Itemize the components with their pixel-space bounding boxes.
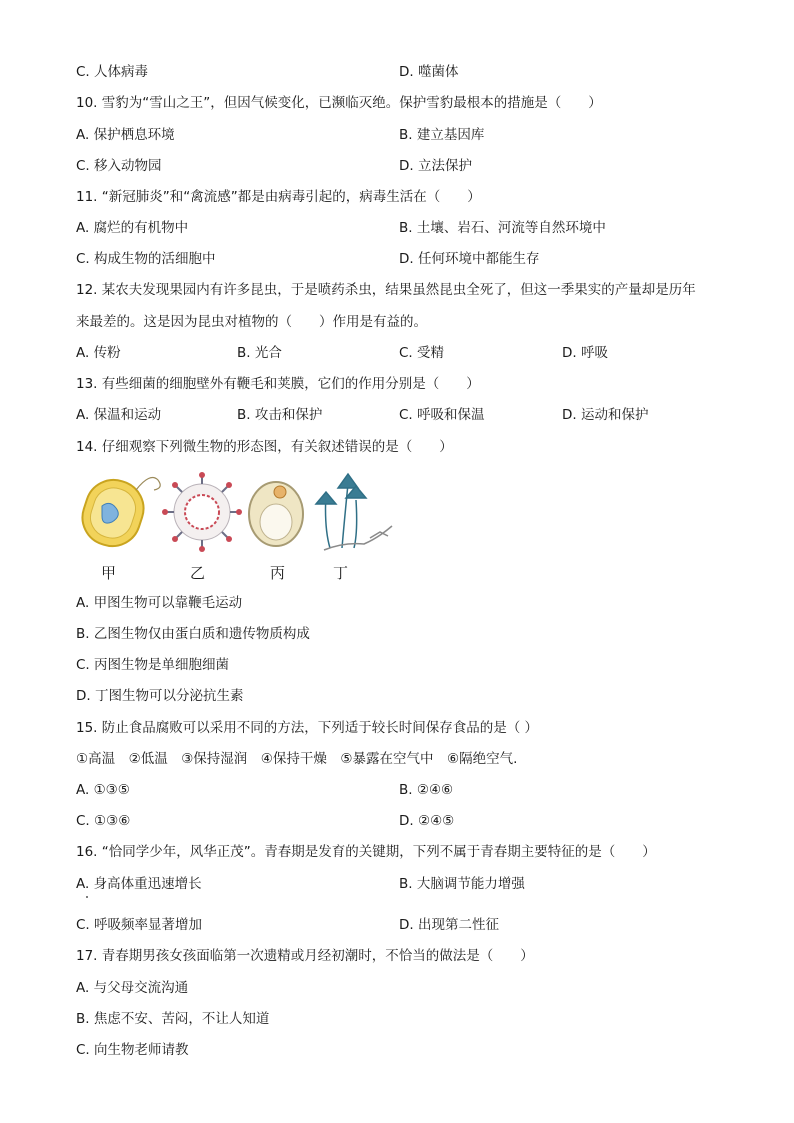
q16-stem: 16. “恰同学少年，风华正茂”。青春期是发育的关键期，下列不属于青春期主要特征的是（ ）: [76, 844, 656, 860]
q11-option-b: B. 土壤、岩石、河流等自然环境中: [399, 220, 606, 236]
virus-illustration: [162, 472, 242, 552]
figure-label-ding: 丁: [333, 564, 349, 582]
q11-stem: 11. “新冠肺炎”和“禽流感”都是由病毒引起的，病毒生活在（ ）: [76, 189, 481, 205]
q17-option-c: C. 向生物老师请教: [76, 1042, 189, 1058]
figure-label-bing: 丙: [270, 564, 286, 582]
q12-stem-line2: 来最差的。这是因为昆虫对植物的（ ）作用是有益的。: [76, 314, 427, 330]
q16-option-c: C. 呼吸频率显著增加: [76, 917, 203, 933]
q13-stem: 13. 有些细菌的细胞壁外有鞭毛和荚膜，它们的作用分别是（ ）: [76, 376, 480, 392]
q10-stem: 10. 雪豹为“雪山之王”，但因气候变化，已濒临灭绝。保护雪豹最根本的措施是（ ）: [76, 95, 602, 111]
figure-label-yi: 乙: [190, 564, 206, 582]
q12-stem-line1: 12. 某农夫发现果园内有许多昆虫，于是喷药杀虫，结果虽然昆虫全死了，但这一季果实的产量却是历年: [76, 282, 696, 298]
q13-option-d: D. 运动和保护: [562, 407, 649, 423]
q9-option-d: D. 噬菌体: [399, 64, 459, 80]
q11-option-a: A. 腐烂的有机物中: [76, 220, 189, 236]
q16-option-d: D. 出现第二性征: [399, 917, 499, 933]
q11-option-c: C. 构成生物的活细胞中: [76, 251, 216, 267]
q15-option-d: D. ②④⑤: [399, 813, 455, 829]
q16-option-a: A. 身高体重迅速增长: [76, 876, 202, 892]
q14-option-c: C. 丙图生物是单细胞细菌: [76, 657, 230, 673]
stray-dot: [86, 896, 88, 898]
q12-option-a: A. 传粉: [76, 345, 121, 361]
mold-illustration: [316, 474, 392, 550]
q13-option-a: A. 保温和运动: [76, 407, 162, 423]
q15-option-a: A. ①③⑤: [76, 782, 130, 798]
q14-option-d: D. 丁图生物可以分泌抗生素: [76, 688, 244, 704]
q12-option-c: C. 受精: [399, 345, 445, 361]
q10-option-c: C. 移入动物园: [76, 158, 162, 174]
q15-option-b: B. ②④⑥: [399, 782, 454, 798]
q15-items: ①高温 ②低温 ③保持湿润 ④保持干燥 ⑤暴露在空气中 ⑥隔绝空气.: [76, 751, 518, 767]
q15-option-c: C. ①③⑥: [76, 813, 131, 829]
q12-option-d: D. 呼吸: [562, 345, 608, 361]
q17-stem: 17. 青春期男孩女孩面临第一次遗精或月经初潮时，不恰当的做法是（ ）: [76, 948, 534, 964]
q13-option-b: B. 攻击和保护: [237, 407, 323, 423]
q17-option-b: B. 焦虑不安、苦闷，不让人知道: [76, 1011, 270, 1027]
q14-option-a: A. 甲图生物可以靠鞭毛运动: [76, 595, 243, 611]
yeast-illustration: [249, 482, 303, 546]
q15-stem: 15. 防止食品腐败可以采用不同的方法，下列适于较长时间保存食品的是（ ）: [76, 720, 539, 736]
q16-option-b: B. 大脑调节能力增强: [399, 876, 525, 892]
q10-option-d: D. 立法保护: [399, 158, 472, 174]
q12-option-b: B. 光合: [237, 345, 282, 361]
q14-option-b: B. 乙图生物仅由蛋白质和遗传物质构成: [76, 626, 310, 642]
figure-label-jia: 甲: [101, 564, 117, 582]
q11-option-d: D. 任何环境中都能生存: [399, 251, 540, 267]
q10-option-b: B. 建立基因库: [399, 127, 485, 143]
q9-option-c: C. 人体病毒: [76, 64, 149, 80]
q10-option-a: A. 保护栖息环境: [76, 127, 175, 143]
q17-option-a: A. 与父母交流沟通: [76, 980, 189, 996]
q13-option-c: C. 呼吸和保温: [399, 407, 485, 423]
bacterium-illustration: [80, 473, 160, 554]
microorganism-figure: [80, 468, 400, 560]
q14-stem: 14. 仔细观察下列微生物的形态图，有关叙述错误的是（ ）: [76, 439, 453, 455]
